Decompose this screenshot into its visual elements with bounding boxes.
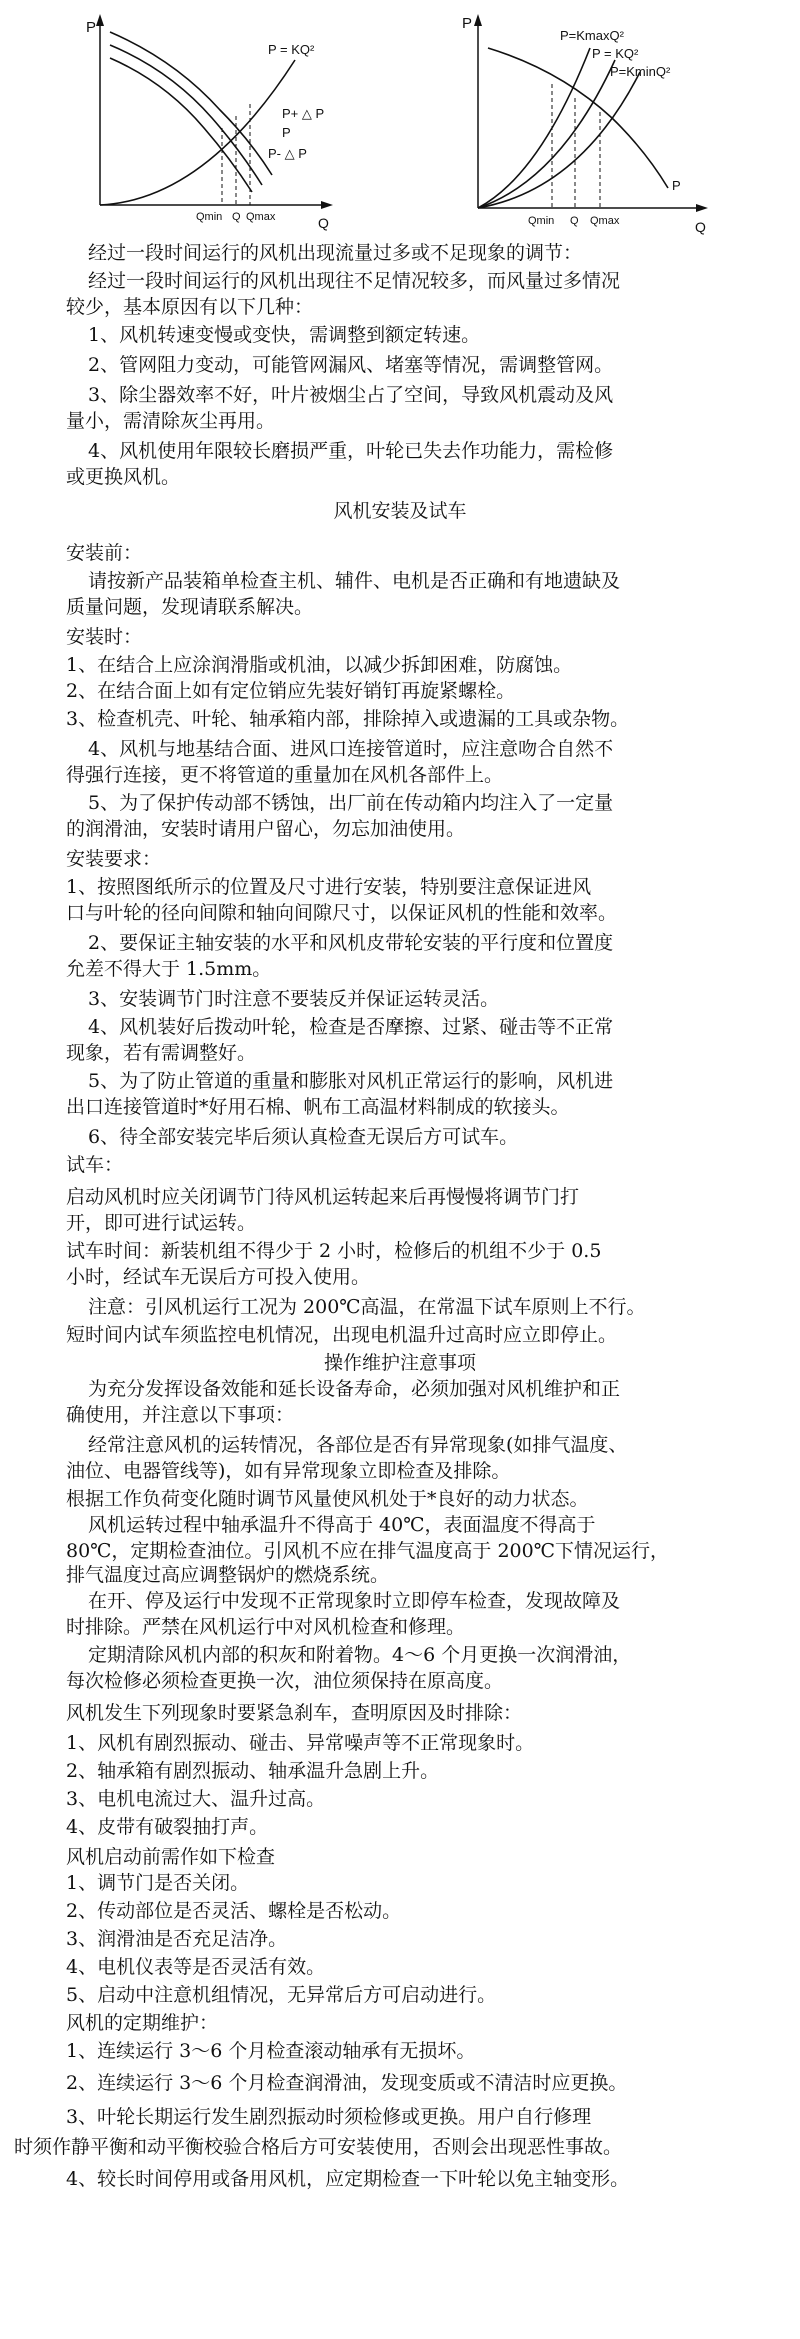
left-tick-qmin: Qmin — [196, 211, 223, 223]
maint-intro-b: 确使用，并注意以下事项： — [66, 1404, 295, 1426]
heading-before-install: 安装前： — [66, 542, 143, 564]
install-req-4a: 4、风机装好后拨动叶轮，检查是否摩擦、过紧、碰击等不正常 — [88, 1016, 614, 1038]
right-x-label: Q — [695, 219, 706, 235]
left-fan-curve-mid — [110, 45, 262, 185]
left-x-label: Q — [318, 215, 329, 231]
para-causes-2: 较少，基本原因有以下几种： — [66, 296, 314, 318]
heading-regular-maint: 风机的定期维护： — [66, 2012, 219, 2034]
right-chart — [462, 14, 708, 235]
stop-item-2: 2、轴承箱有剧烈振动、轴承温升急剧上升。 — [66, 1760, 440, 1782]
right-tick-qmax: Qmax — [590, 215, 620, 227]
section-title-maintenance: 操作维护注意事项 — [323, 1352, 476, 1374]
cause-item-3b: 量小，需清除灰尘再用。 — [66, 410, 276, 432]
check-item-3: 3、润滑油是否充足洁净。 — [66, 1928, 288, 1950]
before-install-1: 请按新产品装箱单检查主机、辅件、电机是否正确和有地遗缺及 — [88, 570, 621, 592]
maint-intro-a: 为充分发挥设备效能和延长设备寿命，必须加强对风机维护和正 — [88, 1378, 621, 1400]
during-install-1: 1、在结合上应涂润滑脂或机油，以减少拆卸困难，防腐蚀。 — [66, 654, 573, 676]
left-label-p-plus: P+ △ P — [282, 106, 325, 121]
stop-item-3: 3、电机电流过大、温升过高。 — [66, 1788, 326, 1810]
left-label-p: P — [282, 125, 291, 140]
cause-item-2: 2、管网阻力变动，可能管网漏风、堵塞等情况，需调整管网。 — [88, 354, 614, 376]
check-item-1: 1、调节门是否关闭。 — [66, 1872, 250, 1894]
install-req-2b: 允差不得大于 1.5mm。 — [66, 958, 272, 980]
right-y-arrow — [474, 14, 482, 26]
left-y-arrow — [96, 14, 104, 26]
right-label-kmin: P=KminQ² — [610, 64, 671, 79]
heading-prestart-check: 风机启动前需作如下检查 — [66, 1846, 276, 1868]
install-req-5a: 5、为了防止管道的重量和膨胀对风机正常运行的影响，风机进 — [88, 1070, 614, 1092]
maint-adjust: 根据工作负荷变化随时调节风量使风机处于*良好的动力状态。 — [66, 1488, 589, 1510]
right-label-kq2: P = KQ² — [592, 46, 639, 61]
trial-run-2b: 小时，经试车无误后方可投入使用。 — [66, 1266, 371, 1288]
install-req-3: 3、安装调节门时注意不要装反并保证运转灵活。 — [88, 988, 500, 1010]
install-req-5b: 出口连接管道时*好用石棉、帆布工高温材料制成的软接头。 — [66, 1096, 570, 1118]
install-req-6: 6、待全部安装完毕后须认真检查无误后方可试车。 — [88, 1126, 519, 1148]
right-system-curve-max — [478, 48, 590, 208]
during-install-3: 3、检查机壳、叶轮、轴承箱内部，排除掉入或遗漏的工具或杂物。 — [66, 708, 630, 730]
left-fan-curve-upper — [110, 32, 272, 175]
right-label-kmax: P=KmaxQ² — [560, 28, 624, 43]
maint-clean-b: 每次检修必须检查更换一次，油位须保持在原高度。 — [66, 1670, 504, 1692]
heading-trial-run: 试车： — [66, 1154, 124, 1176]
right-y-label: P — [462, 15, 473, 32]
trial-run-3b: 短时间内试车须监控电机情况，出现电机温升过高时应立即停止。 — [66, 1324, 618, 1346]
left-tick-q: Q — [232, 211, 241, 223]
heading-emergency-stop: 风机发生下列现象时要紧急刹车，查明原因及时排除： — [66, 1702, 523, 1724]
during-install-5b: 的润滑油，安装时请用户留心，勿忘加油使用。 — [66, 818, 466, 840]
regular-maint-3a: 3、叶轮长期运行发生剧烈振动时须检修或更换。用户自行修理 — [66, 2106, 592, 2128]
during-install-4b: 得强行连接，更不将管道的重量加在风机各部件上。 — [66, 764, 504, 786]
para-causes-1: 经过一段时间运行的风机出现往不足情况较多，而风量过多情况 — [88, 270, 621, 292]
maint-temp-b: 80℃，定期检查油位。引风机不应在排气温度高于 200℃下情况运行， — [66, 1540, 669, 1562]
stop-item-4: 4、皮带有破裂抽打声。 — [66, 1816, 269, 1838]
install-req-4b: 现象，若有需调整好。 — [66, 1042, 257, 1064]
heading-during-install: 安装时： — [66, 626, 143, 648]
cause-item-3a: 3、除尘器效率不好，叶片被烟尘占了空间，导致风机震动及风 — [88, 384, 614, 406]
install-req-2a: 2、要保证主轴安装的水平和风机皮带轮安装的平行度和位置度 — [88, 932, 614, 954]
heading-install-req: 安装要求： — [66, 848, 162, 870]
check-item-2: 2、传动部位是否灵活、螺栓是否松动。 — [66, 1900, 402, 1922]
install-req-1a: 1、按照图纸所示的位置及尺寸进行安装，特别要注意保证进风 — [66, 876, 592, 898]
left-system-curve — [100, 60, 295, 205]
maint-watch-b: 油位、电器管线等)，如有异常现象立即检查及排除。 — [66, 1460, 511, 1482]
regular-maint-2: 2、连续运行 3～6 个月检查润滑油，发现变质或不清洁时应更换。 — [66, 2072, 628, 2094]
during-install-4a: 4、风机与地基结合面、进风口连接管道时，应注意吻合自然不 — [88, 738, 614, 760]
fan-curve-figures — [0, 0, 800, 238]
cause-item-4b: 或更换风机。 — [66, 466, 181, 488]
fan-curve-svg — [0, 0, 800, 238]
trial-run-1a: 启动风机时应关闭调节门待风机运转起来后再慢慢将调节门打 — [66, 1186, 580, 1208]
maint-fault-b: 时排除。严禁在风机运行中对风机检查和修理。 — [66, 1616, 466, 1638]
maint-temp-a: 风机运转过程中轴承温升不得高于 40℃，表面温度不得高于 — [88, 1514, 596, 1536]
regular-maint-1: 1、连续运行 3～6 个月检查滚动轴承有无损坏。 — [66, 2040, 476, 2062]
regular-maint-4: 4、较长时间停用或备用风机，应定期检查一下叶轮以免主轴变形。 — [66, 2168, 630, 2190]
trial-run-2a: 试车时间：新装机组不得少于 2 小时，检修后的机组不少于 0.5 — [66, 1240, 602, 1262]
right-label-p: P — [672, 178, 681, 193]
para-adjust-intro: 经过一段时间运行的风机出现流量过多或不足现象的调节： — [88, 242, 583, 264]
right-x-arrow — [696, 204, 708, 212]
before-install-2: 质量问题，发现请联系解决。 — [66, 596, 314, 618]
left-fan-curve-lower — [110, 58, 252, 192]
during-install-5a: 5、为了保护传动部不锈蚀，出厂前在传动箱内均注入了一定量 — [88, 792, 614, 814]
left-label-kq2: P = KQ² — [268, 42, 315, 57]
trial-run-3a: 注意：引风机运行工况为 200℃高温，在常温下试车原则上不行。 — [88, 1296, 646, 1318]
maint-fault-a: 在开、停及运行中发现不正常现象时立即停车检查，发现故障及 — [88, 1590, 621, 1612]
left-tick-qmax: Qmax — [246, 211, 276, 223]
right-system-curve-min — [478, 72, 640, 208]
left-label-p-minus: P- △ P — [268, 146, 307, 161]
during-install-2: 2、在结合面上如有定位销应先装好销钉再旋紧螺栓。 — [66, 680, 516, 702]
section-title-install: 风机安装及试车 — [333, 500, 467, 522]
left-x-arrow — [321, 201, 333, 209]
maint-clean-a: 定期清除风机内部的积灰和附着物。4～6 个月更换一次润滑油， — [88, 1644, 632, 1666]
maint-watch-a: 经常注意风机的运转情况，各部位是否有异常现象(如排气温度、 — [88, 1434, 628, 1456]
right-tick-qmin: Qmin — [528, 215, 555, 227]
cause-item-4a: 4、风机使用年限较长磨损严重，叶轮已失去作功能力，需检修 — [88, 440, 614, 462]
stop-item-1: 1、风机有剧烈振动、碰击、异常噪声等不正常现象时。 — [66, 1732, 535, 1754]
check-item-4: 4、电机仪表等是否灵活有效。 — [66, 1956, 326, 1978]
regular-maint-3b: 时须作静平衡和动平衡校验合格后方可安装使用，否则会出现恶性事故。 — [14, 2136, 623, 2158]
check-item-5: 5、启动中注意机组情况，无异常后方可启动进行。 — [66, 1984, 497, 2006]
install-req-1b: 口与叶轮的径向间隙和轴向间隙尺寸，以保证风机的性能和效率。 — [66, 902, 618, 924]
cause-item-1: 1、风机转速变慢或变快，需调整到额定转速。 — [88, 324, 481, 346]
left-chart — [86, 14, 333, 231]
right-system-curve-mid — [478, 60, 615, 208]
right-tick-q: Q — [570, 215, 579, 227]
maint-temp-c: 排气温度过高应调整锅炉的燃烧系统。 — [66, 1564, 390, 1586]
trial-run-1b: 开，即可进行试运转。 — [66, 1212, 257, 1234]
left-y-label: P — [86, 19, 97, 36]
